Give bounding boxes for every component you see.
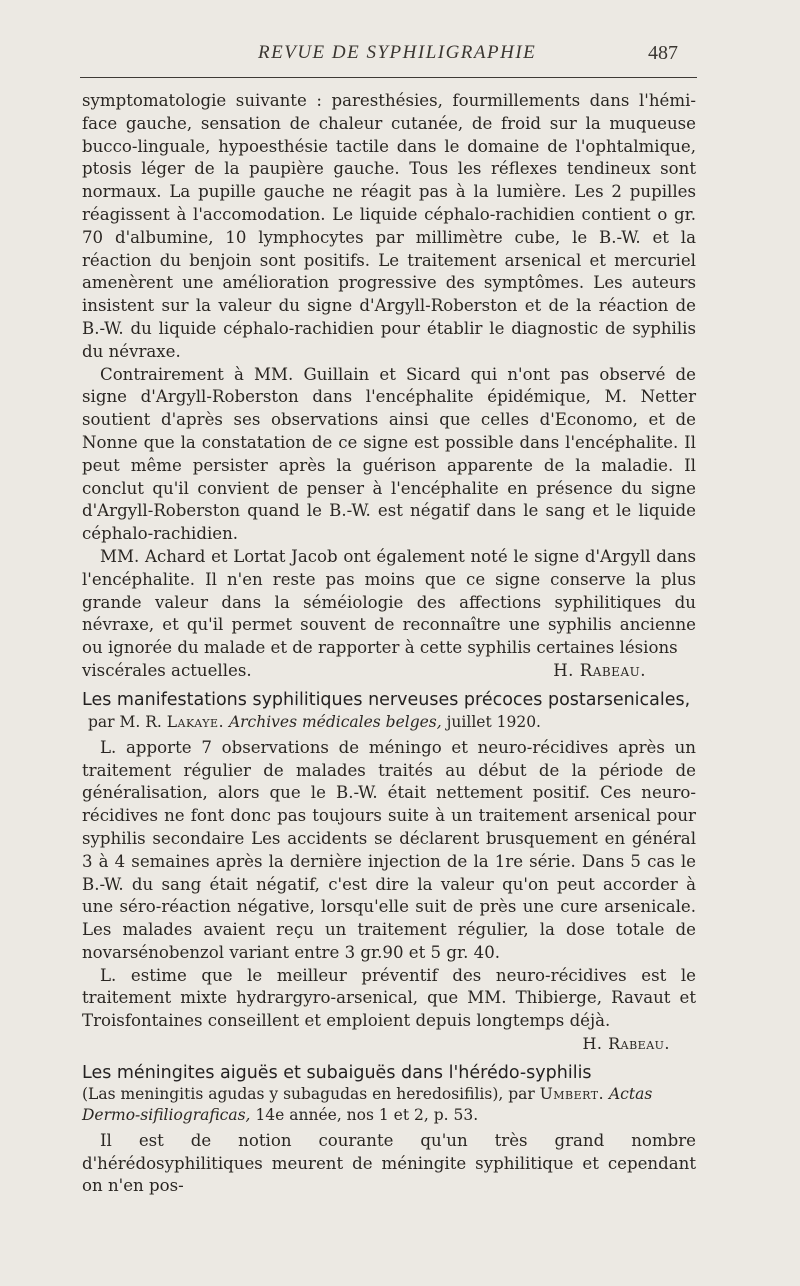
article3-reference [82, 1084, 696, 1126]
body-text [82, 90, 696, 1198]
article1-paragraph-2: Contrairement à MM. Guillain et Sicard qui n'ont pas observé de signe d'Argyll-Roberston dans l'encéphalite épidémique, M. Netter soutient d'après ses observations ainsi que celles d'Economo, et de Nonne que la constatation de ce signe est possible dans l'encéphalite. Il peut même persister après la guérison apparente de la maladie. Il conclut qu'il convient de penser à l'encéphalite en présence du signe d'Argyll-Roberston quand le B.-W. est négatif dans le sang et le liquide céphalo-rachidien. [82, 364, 696, 544]
running-title: REVUE DE SYPHILIGRAPHIE [258, 42, 537, 63]
article3-paragraph-1: Il est de notion courante qu'un très grand nombre d'hérédosyphilitiques meurent de méningite syphilitique et cependant on n'en pos- [82, 1130, 696, 1196]
article3-journal: Actas Dermo-sifiliograficas, [82, 1084, 653, 1124]
article2-byline-prefix: par M. R. [88, 712, 162, 731]
article3-title [82, 1062, 696, 1084]
article3-author: Umbert. [539, 1084, 605, 1103]
article1-paragraph-3: MM. Achard et Lortat Jacob ont également noté le signe d'Argyll dans l'encéphalite. Il n'en reste pas moins que ce signe conserve la plus grande valeur dans la séméiologie des affections syphilitiques du névraxe, et qu'il permet souvent de reconnaître une syphilis ancienne ou ignorée du malade et de rapporter à cette syphilis certaines lésions [82, 546, 696, 658]
article1-signature: H. Rabeau. [553, 660, 646, 680]
article3-title-main: Les méningites aiguës et subaiguës dans l'hérédo-syphilis [82, 1062, 592, 1083]
article1-closing-line [82, 660, 696, 683]
article2-byline [82, 712, 696, 733]
article1-paragraph-1: symptomatologie suivante : paresthésies, fourmillements dans l'hémi-face gauche, sensation de chaleur cutanée, de froid sur la muqueuse bucco-linguale, hypoesthésie tactile dans le domaine de l'ophtalmique, ptosis léger de la paupière gauche. Tous les réflexes tendineux sont normaux. La pupille gauche ne réagit pas à la lumière. Les 2 pupilles réagissent à l'accomodation. Le liquide céphalo-rachidien contient o gr. 70 d'albumine, 10 lymphocytes par millimètre cube, le B.-W. et la réaction du benjoin sont positifs. Le traitement arsenical et mercuriel amenèrent une amélioration progressive des symptômes. Les auteurs insistent sur la valeur du signe d'Argyll-Roberston et de la réaction de B.-W. du liquide céphalo-rachidien pour établir le diagnostic de syphilis du névraxe. [82, 91, 696, 361]
article1-paragraph-3-end: viscérales actuelles. [82, 660, 252, 680]
article2-paragraph-1: L. apporte 7 observations de méningo et neuro-récidives après un traitement régulier de malades traités au début de la période de généralisation, alors que le B.-W. était nettement positif. Ces neuro-récidives ne font donc pas toujours suite à un traitement arsenical pour syphilis secondaire Les accidents se déclarent brusquement en général 3 à 4 semaines après la dernière injection de la 1re série. Dans 5 cas le B.-W. du sang était négatif, c'est dire la valeur qu'on peut accorder à une séro-réaction négative, lorsqu'elle suit de près une cure arsenicale. Les malades avaient reçu un traitement régulier, la dose totale de novarsénobenzol variant entre 3 gr.90 et 5 gr. 40. [82, 737, 696, 962]
article2-title: Les manifestations syphilitiques nerveuses précoces postarsenicales, [82, 689, 691, 710]
article2-author: Lakaye. [166, 712, 224, 731]
article3-details: 14e année, nos 1 et 2, p. 53. [255, 1105, 479, 1124]
article2-journal: Archives médicales belges, [228, 712, 442, 731]
article2-date: juillet 1920. [446, 712, 541, 731]
page-number: 487 [648, 42, 678, 64]
running-head [0, 42, 800, 68]
article2-signature: H. Rabeau. [582, 1034, 670, 1054]
article2-paragraph-2: L. estime que le meilleur préventif des neuro-récidives est le traitement mixte hydrargyro-arsenical, que MM. Thibierge, Ravaut et Troisfontaines conseillent et emploient depuis longtemps déjà. [82, 965, 696, 1031]
header-rule [80, 77, 697, 78]
article3-title-paren: (Las meningitis agudas y subagudas en heredosifilis), par [82, 1084, 535, 1103]
